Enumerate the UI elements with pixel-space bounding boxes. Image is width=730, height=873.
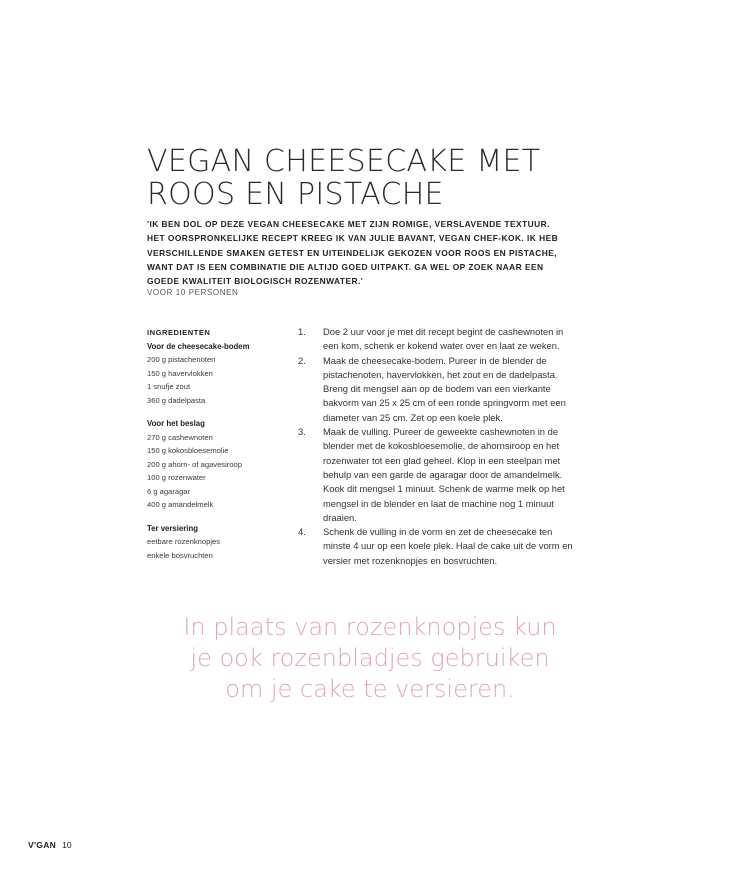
- spacer: [147, 512, 297, 522]
- ingredients-heading: INGREDIENTEN: [147, 328, 211, 337]
- step-text: [323, 354, 598, 425]
- pull-quote-line: je ook rozenbladjes gebruiken: [190, 644, 550, 672]
- step-line: diameter van 25 cm. Zet op een koele plek.: [323, 411, 503, 423]
- step-line: Maak de vulling. Pureer de geweekte cashewnoten in de: [323, 426, 559, 438]
- step-4: [298, 525, 598, 568]
- ingredient-item: 100 g rozenwater: [147, 473, 206, 482]
- ingredient-item: 400 g amandelmelk: [147, 500, 214, 509]
- ingredient-item: 150 g kokosbloesemolie: [147, 446, 229, 455]
- page-footer: [28, 840, 72, 850]
- spacer: [147, 407, 297, 417]
- ingredient-item: 1 snufje zout: [147, 382, 191, 391]
- pull-quote-line: om je cake te versieren.: [225, 675, 515, 703]
- recipe-title-line-2: ROOS EN PISTACHE: [147, 177, 444, 212]
- ingredient-group-title: Voor de cheesecake-bodem: [147, 341, 250, 351]
- step-line: Doe 2 uur voor je met dit recept begint de cashewnoten in: [323, 326, 564, 337]
- ingredient-item: 360 g dadelpasta: [147, 395, 206, 405]
- step-line: Breng dit mengsel aan op de bodem van een vierkante: [323, 383, 551, 395]
- ingredient-group-title: Voor het beslag: [147, 419, 205, 428]
- intro-line: 'IK BEN DOL OP DEZE VEGAN CHEESECAKE MET ZIJN ROMIGE, VERSLAVENDE TEXTUUR.: [147, 219, 550, 229]
- step-line: mengsel in de blender en laat de machine nog 1 minuut: [323, 497, 554, 509]
- step-text: [323, 425, 598, 525]
- ingredient-item: 150 g havervlokken: [147, 368, 213, 378]
- magazine-brand: V'GAN: [28, 840, 57, 850]
- step-number: 2.: [298, 354, 306, 366]
- step-number: 1.: [298, 326, 306, 337]
- recipe-title-line-1: VEGAN CHEESECAKE MET: [147, 144, 541, 179]
- step-line: Maak de cheesecake-bodem. Pureer in de blender de: [323, 354, 547, 366]
- ingredients-list: [147, 326, 297, 562]
- step-line: draaien.: [323, 511, 357, 523]
- step-number: 3.: [298, 426, 306, 438]
- step-line: blender met de kokosbloesemolie, de ahornsiroop en het: [323, 440, 560, 452]
- ingredient-item: 200 g ahorn- of agavesiroop: [147, 459, 242, 469]
- step-line: bakvorm van 25 x 25 cm of een ronde springvorm met een: [323, 397, 566, 409]
- step-3: [298, 425, 598, 525]
- step-2: [298, 354, 598, 425]
- step-number: 4.: [298, 526, 306, 538]
- pull-quote-line: In plaats van rozenknopjes kun: [183, 613, 557, 641]
- step-line: minste 4 uur op een koele plek. Haal de cake uit de vorm en: [323, 540, 573, 552]
- step-text: [323, 325, 598, 354]
- step-line: Kook dit mengsel 1 minuut. Schenk de warme melk op het: [323, 483, 565, 495]
- recipe-intro: [147, 217, 592, 288]
- step-line: rozenwater tot een glad geheel. Klop in een steelpan met: [323, 454, 561, 466]
- step-line: Schenk de vulling in de vorm en zet de cheesecake ten: [323, 526, 553, 538]
- ingredient-item: 6 g agaragar: [147, 486, 191, 496]
- step-line: versier met rozenknopjes en bosvruchten.: [323, 554, 498, 566]
- page-number: 10: [62, 840, 72, 850]
- recipe-title: [147, 145, 607, 211]
- step-text: [323, 525, 598, 568]
- ingredient-group-title: Ter versiering: [147, 523, 198, 533]
- intro-line: HET OORSPRONKELIJKE RECEPT KREEG IK VAN JULIE BAVANT, VEGAN CHEF-KOK. IK HEB: [147, 233, 559, 244]
- step-line: een kom, schenk er kokend water over en laat ze weken.: [323, 340, 560, 352]
- servings: VOOR 10 PERSONEN: [147, 288, 239, 297]
- step-line: behulp van een garde de agaragar door de amandelmelk.: [323, 468, 563, 480]
- intro-line: GOEDE KWALITEIT BIOLOGISCH ROZENWATER.': [147, 276, 364, 287]
- ingredient-item: enkele bosvruchten: [147, 550, 213, 560]
- intro-line: VERSCHILLENDE SMAKEN GETEST EN UITEINDELIJK GEKOZEN VOOR ROOS EN PISTACHE,: [147, 247, 558, 258]
- ingredient-item: 270 g cashewnoten: [147, 432, 213, 442]
- preparation-steps: [298, 325, 598, 568]
- step-line: pistachenoten, havervlokken, het zout en de dadelpasta.: [323, 368, 558, 380]
- intro-line: WANT DAT IS EEN COMBINATIE DIE ALTIJD GOED UITPAKT. GA WEL OP ZOEK NAAR EEN: [147, 261, 544, 272]
- pull-quote: [140, 612, 600, 705]
- ingredient-item: eetbare rozenknopjes: [147, 537, 221, 546]
- step-1: [298, 325, 598, 354]
- ingredient-item: 200 g pistachenoten: [147, 355, 216, 364]
